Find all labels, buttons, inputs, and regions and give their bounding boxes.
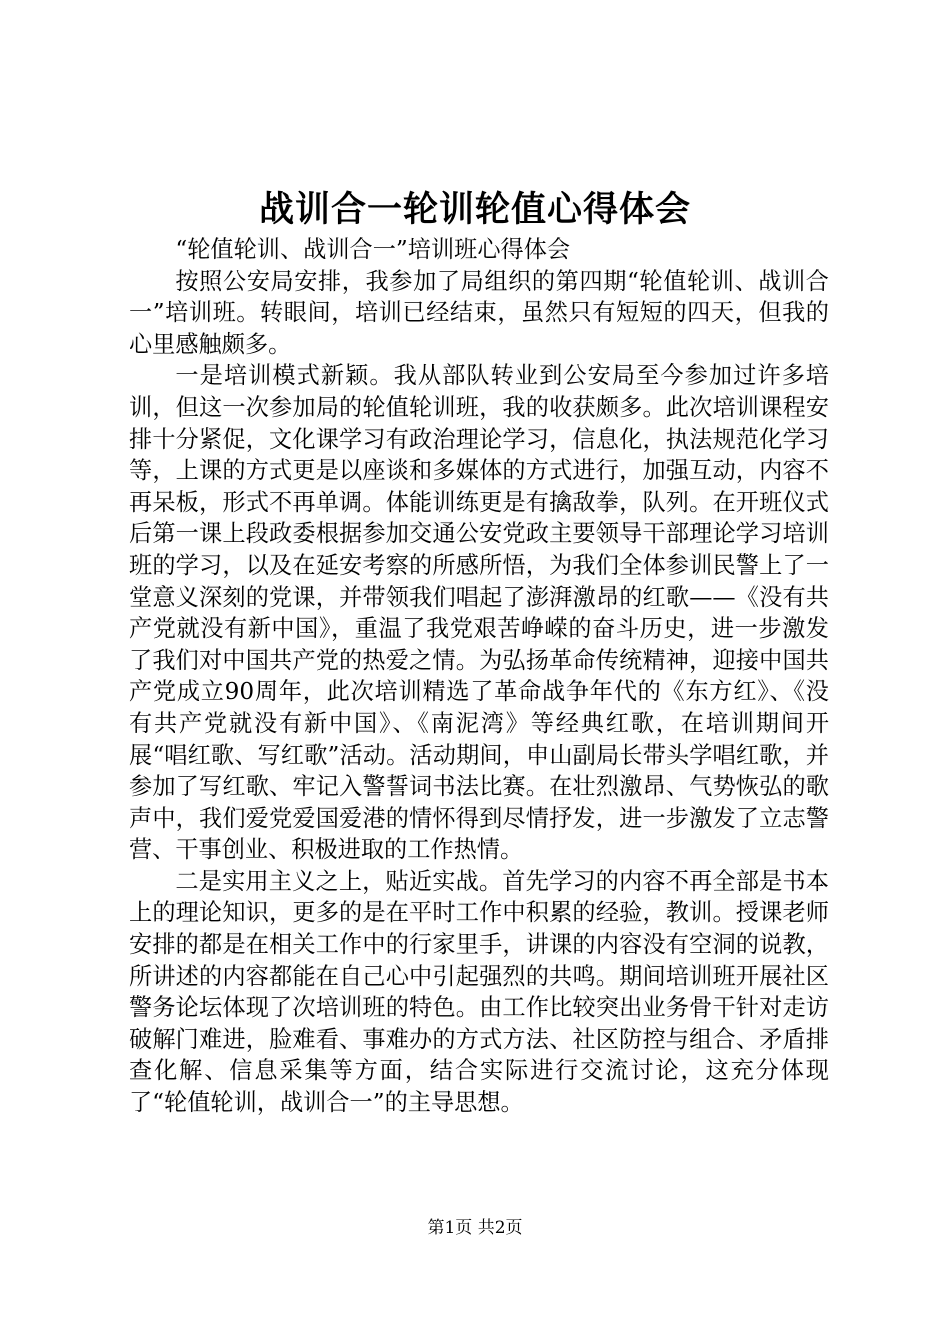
document-title: 战训合一轮训轮值心得体会 xyxy=(258,189,691,230)
paragraph-subtitle: “轮值轮训、战训合一”培训班心得体会 xyxy=(175,236,571,263)
paragraph-intro: 按照公安局安排，我参加了局组织的第四期“轮值轮训、战训合一”培训班。转眼间，培训已经结束，虽然只有短短的四天，但我的心里感触颇多。 xyxy=(129,267,829,358)
paragraph-point-one: 一是培训模式新颖。我从部队转业到公安局至今参加过许多培训，但这一次参加局的轮值轮训班，我的收获颇多。此次培训课程安排十分紧促，文化课学习有政治理论学习，信息化，执法规范化学习等，上课的方式更是以座谈和多媒体的方式进行，加强互动，内容不再呆板，形式不再单调。体能训练更是有擒敌拳，队列。在开班仪式后第一课上段政委根据参加交通公安党政主要领导干部理论学习培训班的学习，以及在延安考察的所感所悟，为我们全体参训民警上了一堂意义深刻的党课，并带领我们唱起了澎湃激昂的红歌——《没有共产党就没有新中国》，重温了我党艰苦峥嵘的奋斗历史，进一步激发了我们对中国共产党的热爱之情。为弘扬革命传统精神，迎接中国共产党成立90周年，此次培训精选了革命战争年代的《东方红》、《没有共产党就没有新中国》、《南泥湾》等经典红歌，在培训期间开展“唱红歌、写红歌”活动。活动期间，申山副局长带头学唱红歌，并参加了写红歌、牢记入警誓词书法比赛。在壮烈激昂、气势恢弘的歌声中，我们爱党爱国爱港的情怀得到尽情抒发，进一步激发了立志警营、干事创业、积极进取的工作热情。 xyxy=(129,362,829,864)
document-body xyxy=(129,234,829,1119)
paragraph-point-two: 二是实用主义之上，贴近实战。首先学习的内容不再全部是书本上的理论知识，更多的是在平时工作中积累的经验，教训。授课老师安排的都是在相关工作中的行家里手，讲课的内容没有空洞的说教，所讲述的内容都能在自己心中引起强烈的共鸣。期间培训班开展社区警务论坛体现了次培训班的特色。由工作比较突出业务骨干针对走访破解门难进，脸难看、事难办的方式方法、社区防控与组合、矛盾排查化解、信息采集等方面，结合实际进行交流讨论，这充分体现了“轮值轮训，战训合一”的主导思想。 xyxy=(129,867,829,1117)
page-number-footer: 第1页 共2页 xyxy=(427,1218,523,1238)
